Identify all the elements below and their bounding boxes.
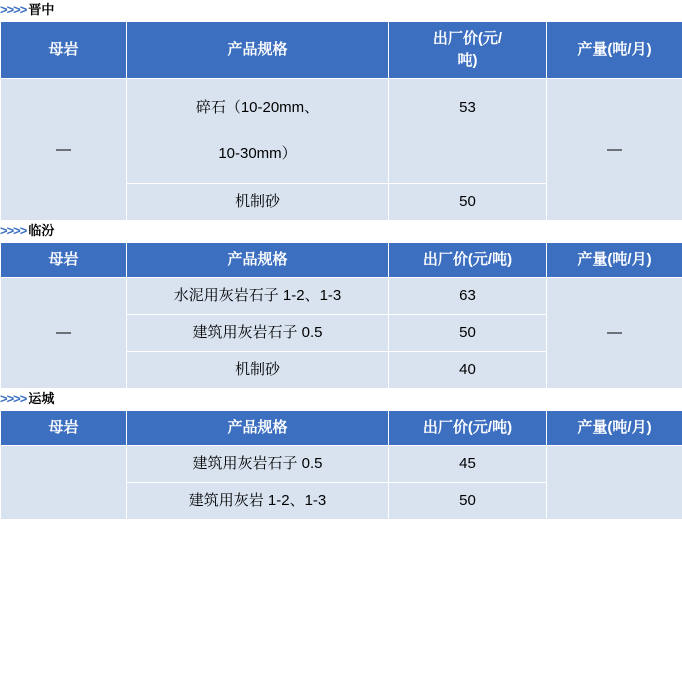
- cell-rock: —: [1, 79, 127, 221]
- column-header-price-line1: 出厂价(元/: [432, 30, 503, 47]
- section-city-name: 临汾: [28, 223, 55, 238]
- price-table-jinzhong: [0, 21, 682, 221]
- arrow-marker: >>>>: [0, 391, 27, 406]
- column-header-price: [389, 22, 547, 79]
- cell-spec-line1: 碎石（10-20mm、: [195, 99, 320, 116]
- cell-price: 40: [389, 352, 547, 389]
- cell-spec: 机制砂: [127, 352, 389, 389]
- cell-price-spacer: [393, 131, 542, 177]
- cell-price: 50: [389, 184, 547, 221]
- cell-price: 50: [389, 483, 547, 520]
- column-header-price: 出厂价(元/吨): [389, 243, 547, 278]
- cell-spec: 建筑用灰岩石子 0.5: [127, 315, 389, 352]
- column-header-output: 产量(吨/月): [547, 411, 682, 446]
- column-header-price: 出厂价(元/吨): [389, 411, 547, 446]
- column-header-spec: 产品规格: [127, 411, 389, 446]
- cell-price-value: 53: [459, 99, 476, 116]
- section-heading-jinzhong: [0, 0, 682, 21]
- table-header-row: [1, 411, 682, 446]
- section-heading-linfen: [0, 221, 682, 242]
- cell-output: [547, 446, 682, 520]
- cell-spec: 建筑用灰岩 1-2、1-3: [127, 483, 389, 520]
- table-header-row: [1, 22, 682, 79]
- arrow-marker: >>>>: [0, 223, 27, 238]
- cell-price: [389, 79, 547, 184]
- price-table-linfen: [0, 242, 682, 389]
- table-row: [1, 79, 682, 184]
- table-header-row: [1, 243, 682, 278]
- section-city-name: 运城: [28, 391, 55, 406]
- column-header-rock: 母岩: [1, 22, 127, 79]
- cell-price: 63: [389, 278, 547, 315]
- section-heading-yuncheng: [0, 389, 682, 410]
- column-header-rock: 母岩: [1, 243, 127, 278]
- cell-spec: 机制砂: [127, 184, 389, 221]
- cell-price: 45: [389, 446, 547, 483]
- column-header-output: 产量(吨/月): [547, 243, 682, 278]
- cell-output: —: [547, 79, 682, 221]
- cell-price: 50: [389, 315, 547, 352]
- table-row: [1, 446, 682, 483]
- column-header-spec: 产品规格: [127, 243, 389, 278]
- cell-spec: [127, 79, 389, 184]
- column-header-spec: 产品规格: [127, 22, 389, 79]
- table-row: [1, 278, 682, 315]
- cell-spec-line2: 10-30mm）: [218, 145, 297, 162]
- cell-rock: [1, 446, 127, 520]
- price-table-yuncheng: [0, 410, 682, 520]
- cell-output: —: [547, 278, 682, 389]
- cell-rock: —: [1, 278, 127, 389]
- column-header-rock: 母岩: [1, 411, 127, 446]
- column-header-output: 产量(吨/月): [547, 22, 682, 79]
- arrow-marker: >>>>: [0, 2, 27, 17]
- column-header-price-line2: 吨): [457, 52, 478, 69]
- section-city-name: 晋中: [28, 2, 55, 17]
- cell-spec: 建筑用灰岩石子 0.5: [127, 446, 389, 483]
- cell-spec: 水泥用灰岩石子 1-2、1-3: [127, 278, 389, 315]
